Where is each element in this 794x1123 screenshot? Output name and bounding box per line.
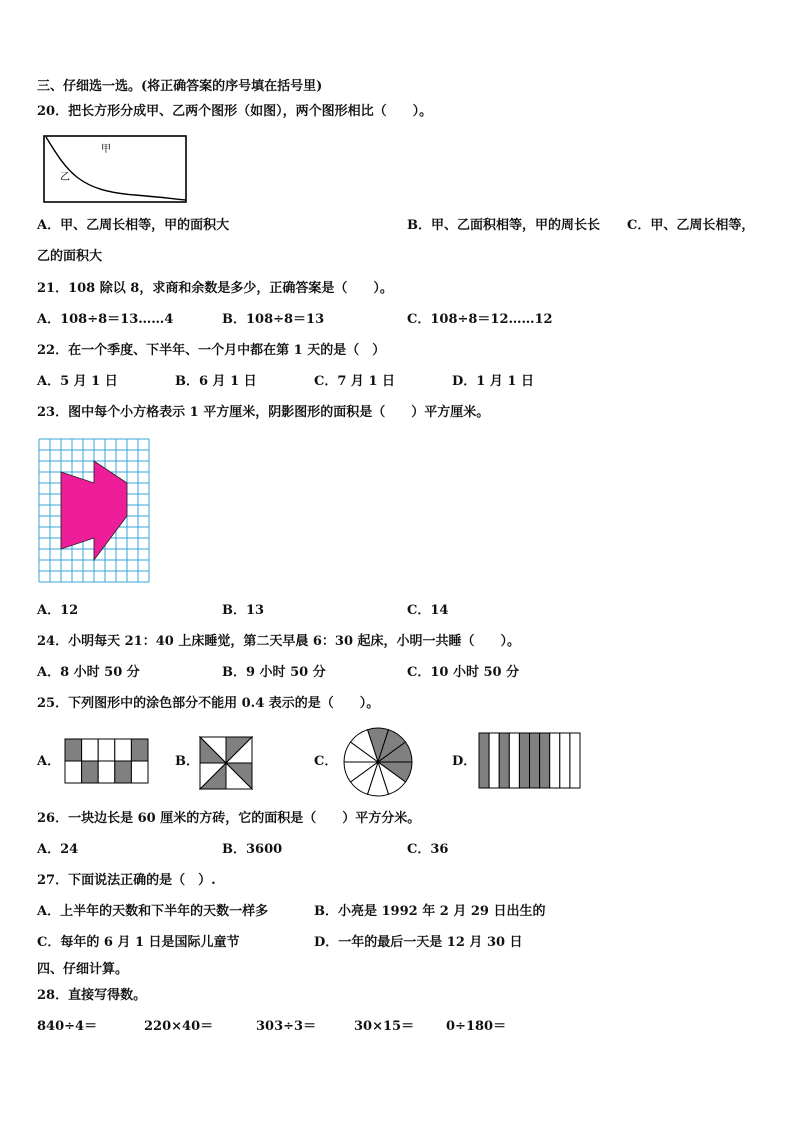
q20-text: 20．把长方形分成甲、乙两个图形（如图），两个图形相比（ ）。 (37, 104, 433, 119)
grid-cell (65, 761, 82, 783)
q27-option-b: B．小亮是 1992 年 2 月 29 日出生的 (314, 904, 546, 919)
q26-text: 26．一块边长是 60 厘米的方砖，它的面积是（ ）平方分米。 (37, 811, 421, 826)
q28-item: 0÷180＝ (446, 1019, 507, 1034)
q25-option-b-label: B． (175, 754, 199, 769)
q26-option-b: B．3600 (222, 842, 283, 857)
grid-cell (131, 739, 148, 761)
strip (489, 733, 499, 788)
grid-cell (131, 761, 148, 783)
q21-option-c: C．108÷8＝12……12 (407, 312, 553, 327)
grid-cell (82, 739, 99, 761)
q27-option-c: C．每年的 6 月 1 日是国际儿童节 (37, 935, 240, 950)
q26-option-c: C．36 (407, 842, 449, 857)
section-3-title: 三、仔细选一选。(将正确答案的序号填在括号里) (37, 79, 323, 94)
q23-text: 23．图中每个小方格表示 1 平方厘米，阴影图形的面积是（ ）平方厘米。 (37, 405, 490, 420)
grid-cell (98, 761, 115, 783)
q24-option-a: A．8 小时 50 分 (37, 665, 140, 680)
q21-text: 21．108 除以 8，求商和余数是多少，正确答案是（ ）。 (37, 281, 393, 296)
q25-text: 25．下列图形中的涂色部分不能用 0.4 表示的是（ ）。 (37, 696, 380, 711)
strip (530, 733, 540, 788)
q24-option-c: C．10 小时 50 分 (407, 665, 520, 680)
q23-option-b: B．13 (222, 603, 265, 618)
q20-label-jia: 甲 (101, 144, 111, 155)
q20-option-c: C．甲、乙周长相等， (627, 218, 755, 233)
q23-option-c: C．14 (407, 603, 449, 618)
q25-option-c-label: C． (314, 754, 338, 769)
q28-item: 30×15＝ (354, 1019, 415, 1034)
grid-cell (115, 739, 132, 761)
q22-option-c: C．7 月 1 日 (314, 374, 396, 389)
q27-option-a: A．上半年的天数和下半年的天数一样多 (37, 904, 269, 919)
q22-option-b: B．6 月 1 日 (175, 374, 257, 389)
q25-figure-a (64, 738, 150, 786)
q25-option-a-label: A． (37, 754, 61, 769)
q28-text: 28．直接写得数。 (37, 988, 147, 1003)
strip (519, 733, 529, 788)
q25-option-d-label: D． (452, 754, 477, 769)
grid-cell (98, 739, 115, 761)
grid-cell (115, 761, 132, 783)
strip (499, 733, 509, 788)
q22-option-d: D．1 月 1 日 (452, 374, 534, 389)
q25-figure-d (478, 732, 582, 790)
q23-shaded-shape (61, 461, 127, 560)
strip (560, 733, 570, 788)
grid-cell (65, 739, 82, 761)
q28-item: 220×40＝ (144, 1019, 214, 1034)
strip (570, 733, 580, 788)
q20-curve (46, 137, 186, 200)
q24-option-b: B．9 小时 50 分 (222, 665, 326, 680)
q26-option-a: A．24 (37, 842, 79, 857)
q21-option-b: B．108÷8＝13 (222, 312, 325, 327)
q22-option-a: A．5 月 1 日 (37, 374, 118, 389)
q21-option-a: A．108÷8＝13……4 (37, 312, 174, 327)
strip (540, 733, 550, 788)
section-4-title: 四、仔细计算。 (37, 962, 129, 977)
q20-option-c-continued: 乙的面积大 (37, 249, 103, 264)
q20-option-a: A．甲、乙周长相等，甲的面积大 (37, 218, 230, 233)
q23-option-a: A．12 (37, 603, 79, 618)
q27-text: 27．下面说法正确的是（ ）. (37, 873, 216, 888)
q22-text: 22．在一个季度、下半年、一个月中都在第 1 天的是（ ） (37, 343, 386, 358)
strip (550, 733, 560, 788)
q25-figure-b (199, 736, 257, 790)
strip (479, 733, 489, 788)
q20-label-yi: 乙 (60, 172, 70, 183)
q24-text: 24．小明每天 21：40 上床睡觉，第二天早晨 6：30 起床，小明一共睡（ ）。 (37, 634, 521, 649)
q27-option-d: D．一年的最后一天是 12 月 30 日 (314, 935, 523, 950)
q25-figure-c (340, 726, 416, 798)
grid-cell (82, 761, 99, 783)
q28-item: 840÷4＝ (37, 1019, 98, 1034)
strip (509, 733, 519, 788)
q28-item: 303÷3＝ (256, 1019, 317, 1034)
q20-option-b: B．甲、乙面积相等，甲的周长长 (407, 218, 600, 233)
q23-grid-figure (38, 438, 152, 588)
q20-figure (40, 133, 190, 205)
